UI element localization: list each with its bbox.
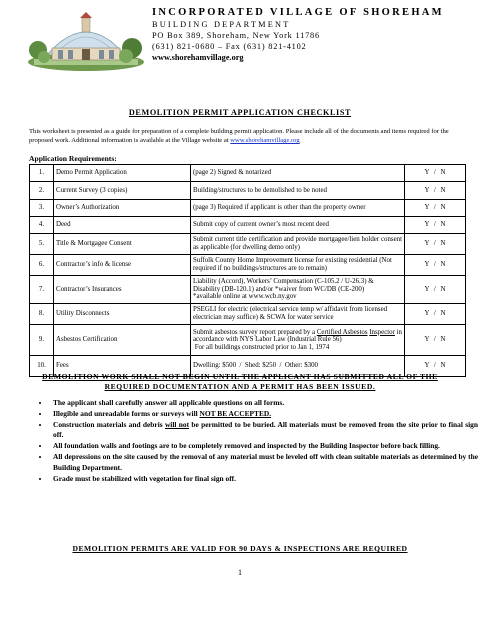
requirement-name: Title & Mortgagee Consent	[54, 234, 191, 255]
row-number: 6.	[30, 255, 54, 276]
rule-text: The applicant shall carefully answer all applicable questions on all forms.	[53, 398, 285, 407]
certified-asbestos-text: Certified Asbestos	[316, 328, 368, 336]
yes-no-choice: Y / N	[405, 325, 466, 356]
description-text: Submit asbestos survey report prepared by a	[193, 328, 317, 336]
requirement-name: Contractor’s info & license	[54, 255, 191, 276]
table-row	[30, 182, 466, 200]
document-title: DEMOLITION PERMIT APPLICATION CHECKLIST	[128, 108, 352, 117]
rule-text: Illegible and unreadable forms or surveys will	[53, 408, 200, 418]
letterhead	[152, 6, 472, 63]
row-number: 4.	[30, 217, 54, 234]
table-row	[30, 200, 466, 217]
rule-text: Construction materials and debris	[53, 419, 165, 429]
requirement-description: (page 2) Signed & notarized	[191, 165, 405, 182]
requirement-description: Building/structures to be demolished to be noted	[191, 182, 405, 200]
description-line: Liability (Accord), Workers’ Compensation (C-105.2 / U-26.3) &	[193, 278, 374, 286]
row-number: 2.	[30, 182, 54, 200]
demolition-warning: DEMOLITION WORK SHALL NOT BEGIN UNTIL THE APPLICANT HAS SUBMITTED ALL OF THE REQUIRED DOCUMENTATION AND A PERMIT HAS BEEN ISSUED.	[42, 372, 438, 391]
row-number: 8.	[30, 304, 54, 325]
yes-no-choice: Y / N	[405, 182, 466, 200]
requirement-name: Deed	[54, 217, 191, 234]
list-item	[50, 441, 478, 452]
yes-no-choice: Y / N	[405, 276, 466, 304]
requirements-heading: Application Requirements:	[29, 154, 117, 163]
phone-fax: (631) 821-0680 – Fax (631) 821-4102	[152, 42, 307, 51]
yes-no-choice: Y / N	[405, 356, 466, 377]
description-line: For all buildings constructed prior to Jan 1, 1974	[193, 343, 330, 351]
rules-list	[26, 398, 478, 484]
row-number: 7.	[30, 276, 54, 304]
description-line: *available online at www.wcb.ny.gov	[193, 293, 297, 301]
intro-text: This worksheet is presented as a guide for preparation of a complete building permit application. Please include all of the documents and items required for the proposed work. Additional information is available at the Village website at	[29, 128, 449, 144]
requirement-name: Asbestos Certification	[54, 325, 191, 356]
intro-paragraph	[29, 127, 469, 145]
village-hall-logo	[26, 10, 146, 72]
requirement-description	[191, 325, 405, 356]
mailing-address: PO Box 389, Shoreham, New York 11786	[152, 31, 320, 40]
requirement-name: Owner’s Authorization	[54, 200, 191, 217]
requirement-description: (page 3) Required if applicant is other than the property owner	[191, 200, 405, 217]
row-number: 5.	[30, 234, 54, 255]
requirement-description	[191, 276, 405, 304]
rule-emphasis: will not	[164, 419, 190, 429]
department-name: BUILDING DEPARTMENT	[152, 20, 291, 29]
rule-text: be permitted to be buried. All materials must be removed from the site prior to final sign off.	[53, 419, 478, 440]
validity-note: DEMOLITION PERMITS ARE VALID FOR 90 DAYS & INSPECTIONS ARE REQUIRED	[72, 544, 408, 553]
list-item	[50, 474, 478, 485]
yes-no-choice: Y / N	[405, 255, 466, 276]
requirement-name: Current Survey (3 copies)	[54, 182, 191, 200]
requirement-description: PSEGLI for electric (electrical service temp w/ affidavit from licensed electrician may suffice) & SCWA for water service	[191, 304, 405, 325]
list-item	[50, 398, 478, 409]
table-row	[30, 234, 466, 255]
requirement-name: Fees	[54, 356, 191, 377]
requirement-name: Demo Permit Application	[54, 165, 191, 182]
description-text: in accordance with NYS Labor Law (Industrial Rule 56)	[193, 328, 402, 344]
yes-no-choice: Y / N	[405, 165, 466, 182]
intro-website-link[interactable]: www.shorehamvillage.org	[230, 137, 300, 144]
rule-text: All depressions on the site caused by the removal of any material must be leveled off with clean suitable materials as determined by the Building Department.	[53, 451, 478, 472]
row-number: 3.	[30, 200, 54, 217]
inspector-text: Inspector	[369, 328, 395, 336]
list-item	[50, 409, 478, 420]
requirement-name: Contractor’s Insurances	[54, 276, 191, 304]
table-row	[30, 325, 466, 356]
requirement-description: Submit current title certification and provide mortgagee/lien holder consent as applicable (for dwelling demo only)	[191, 234, 405, 255]
row-number: 9.	[30, 325, 54, 356]
row-number: 1.	[30, 165, 54, 182]
requirements-table	[29, 164, 466, 377]
rule-text: All foundation walls and footings are to be completely removed and inspected by the Building Inspector before back filling.	[53, 441, 440, 451]
table-row	[30, 217, 466, 234]
table-row	[30, 304, 466, 325]
requirement-description: Submit copy of current owner’s most recent deed	[191, 217, 405, 234]
table-row	[30, 276, 466, 304]
table-row	[30, 255, 466, 276]
list-item	[50, 420, 478, 442]
rule-emphasis: NOT BE ACCEPTED.	[199, 408, 272, 418]
page-number: 1	[238, 568, 242, 577]
description-line: Disability (DB-120.1) and/or *waiver from WC/DB (CE-200)	[193, 285, 365, 293]
table-row	[30, 165, 466, 182]
rule-text: Grade must be stabilized with vegetation for final sign off.	[53, 473, 236, 483]
yes-no-choice: Y / N	[405, 234, 466, 255]
village-name: INCORPORATED VILLAGE OF SHOREHAM	[152, 7, 444, 18]
yes-no-choice: Y / N	[405, 304, 466, 325]
requirement-name: Utility Disconnects	[54, 304, 191, 325]
requirement-description: Dwelling: $500 / Shed: $250 / Other: $300	[191, 356, 405, 377]
list-item	[50, 452, 478, 474]
website-link[interactable]: www.shorehamvillage.org	[152, 53, 244, 62]
yes-no-choice: Y / N	[405, 217, 466, 234]
yes-no-choice: Y / N	[405, 200, 466, 217]
requirement-description: Suffolk County Home Improvement license for existing residential (Not required if no buildings/structures are to remain)	[191, 255, 405, 276]
row-number: 10.	[30, 356, 54, 377]
